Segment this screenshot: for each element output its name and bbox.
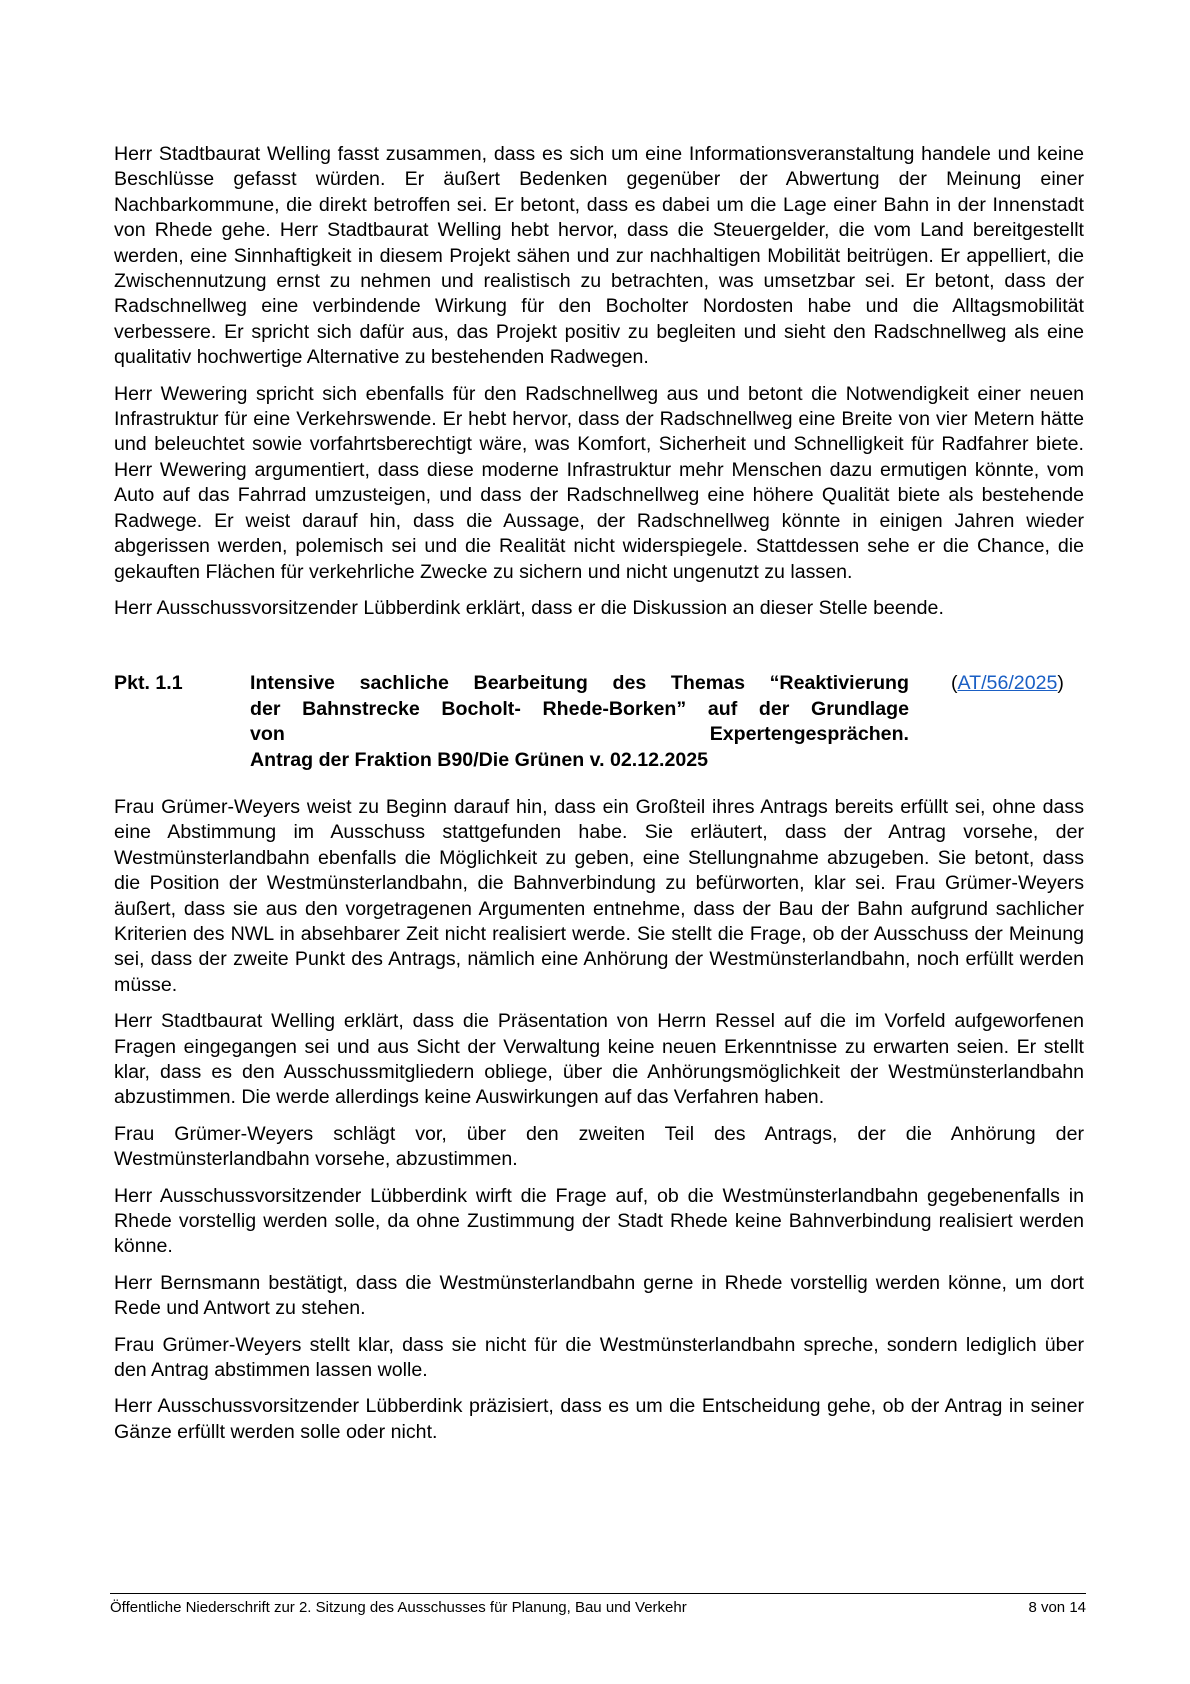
- ref-close-paren: ): [1057, 672, 1064, 695]
- paragraph-gruemer-weyers-intro: Frau Grümer-Weyers weist zu Beginn darauf hin, dass ein Großteil ihres Antrags bereits erfüllt sei, ohne dass eine Abstimmung im Ausschuss stattgefunden habe. Sie erläutert, dass der Antrag vorsehe, der Westmünsterlandbahn ebenfalls die Möglichkeit zu geben, eine Stellungnahme abzugeben. Sie betont, dass die Position der Westmünsterlandbahn, die Bahnverbindung zu befürworten, klar sei. Frau Grümer-Weyers äußert, dass sie aus den vorgetragenen Argumenten entnehme, dass der Bau der Bahn aufgrund sachlicher Kriterien des NWL in absehbarer Zeit nicht realisiert werde. Sie stellt die Frage, ob der Ausschuss der Meinung sei, dass der zweite Punkt des Antrags, nämlich eine Anhörung der Westmünsterlandbahn, noch erfüllt werden müsse.: [114, 795, 1084, 996]
- paragraph-wewering: Herr Wewering spricht sich ebenfalls für den Radschnellweg aus und betont die Notwendigkeit einer neuen Infrastruktur für eine Verkehrswende. Er hebt hervor, dass der Radschnellweg eine Breite von vier Metern hätte und beleuchtet sowie vorfahrtsberechtigt wäre, was Komfort, Sicherheit und Schnelligkeit für Radfahrer biete. Herr Wewering argumentiert, dass diese moderne Infrastruktur mehr Menschen dazu ermutigen könnte, vom Auto auf das Fahrrad umzusteigen, und dass der Radschnellweg eine höhere Qualität biete als bestehende Radwege. Er weist darauf hin, dass die Aussage, der Radschnellweg könnte in einigen Jahren wieder abgerissen werden, polemisch sei und die Realität nicht widerspiegele. Stattdessen sehe er die Chance, die gekauften Flächen für verkehrliche Zwecke zu sichern und nicht ungenutzt zu lassen.: [114, 382, 1084, 583]
- paragraph-luebberdink-end: Herr Ausschussvorsitzender Lübberdink erklärt, dass er die Diskussion an dieser Stelle beende.: [114, 596, 944, 619]
- paragraph-gruemer-weyers-clarifies: Frau Grümer-Weyers stellt klar, dass sie nicht für die Westmünsterlandbahn spreche, sondern lediglich über den Antrag abstimmen lassen wolle.: [114, 1333, 1084, 1382]
- agenda-item-reference: [951, 671, 1064, 696]
- agenda-item-number: Pkt. 1.1: [114, 672, 183, 695]
- document-body: [114, 142, 1084, 1456]
- paragraph-welling-explains: Herr Stadtbaurat Welling erklärt, dass die Präsentation von Herrn Ressel auf die im Vorfeld aufgeworfenen Fragen eingegangen sei und aus Sicht der Verwaltung keine neuen Erkenntnisse zu erwarten seien. Er stellt klar, dass es den Ausschussmitgliedern obliege, über die Anhörungsmöglichkeit der Westmünsterlandbahn abzustimmen. Die werde allerdings keine Auswirkungen auf das Verfahren haben.: [114, 1010, 1084, 1109]
- agenda-item-title: [250, 671, 909, 773]
- ref-open-paren: (: [951, 672, 958, 695]
- agenda-item-heading: [114, 671, 1084, 773]
- agenda-title-line: der Bahnstrecke Bocholt- Rhede-Borken” auf der Grundlage: [250, 697, 909, 720]
- paragraph-luebberdink-question: Herr Ausschussvorsitzender Lübberdink wirft die Frage auf, ob die Westmünsterlandbahn gegebenenfalls in Rhede vorstellig werden solle, da ohne Zustimmung der Stadt Rhede keine Bahnverbindung realisiert werden könne.: [114, 1184, 1084, 1258]
- paragraph-bernsmann: Herr Bernsmann bestätigt, dass die Westmünsterlandbahn gerne in Rhede vorstellig werden könne, um dort Rede und Antwort zu stehen.: [114, 1271, 1084, 1320]
- reference-link[interactable]: AT/56/2025: [957, 672, 1058, 695]
- page-footer: [110, 1593, 1086, 1617]
- paragraph-gruemer-weyers-proposal: Frau Grümer-Weyers schlägt vor, über den zweiten Teil des Antrags, der die Anhörung der Westmünsterlandbahn vorsehe, abzustimmen.: [114, 1122, 1084, 1171]
- footer-page-number: 8 von 14: [1028, 1599, 1086, 1616]
- agenda-title-line: von Expertengesprächen.: [250, 723, 909, 746]
- agenda-title-line: Intensive sachliche Bearbeitung des Themas “Reaktivierung: [250, 672, 909, 695]
- footer-document-title: Öffentliche Niederschrift zur 2. Sitzung des Ausschusses für Planung, Bau und Verkehr: [110, 1599, 687, 1616]
- agenda-title-line: Antrag der Fraktion B90/Die Grünen v. 02.12.2025: [250, 748, 709, 771]
- paragraph-welling-summary: Herr Stadtbaurat Welling fasst zusammen, dass es sich um eine Informationsveranstaltung handele und keine Beschlüsse gefasst würden. Er äußert Bedenken gegenüber der Abwertung der Meinung einer Nachbarkommune, die direkt betroffen sei. Er betont, dass es dabei um die Lage einer Bahn in der Innenstadt von Rhede gehe. Herr Stadtbaurat Welling hebt hervor, dass die Steuergelder, die vom Land bereitgestellt werden, eine Sinnhaftigkeit in diesem Projekt sähen und zur nachhaltigen Mobilität beitrügen. Er appelliert, die Zwischennutzung ernst zu nehmen und realistisch zu betrachten, was umsetzbar sei. Er betont, dass der Radschnellweg eine verbindende Wirkung für den Bocholter Nordosten habe und die Alltagsmobilität verbessere. Er spricht sich dafür aus, das Projekt positiv zu begleiten und sieht den Radschnellweg als eine qualitativ hochwertige Alternative zu bestehenden Radwegen.: [114, 143, 1084, 369]
- paragraph-luebberdink-precises: Herr Ausschussvorsitzender Lübberdink präzisiert, dass es um die Entscheidung gehe, ob der Antrag in seiner Gänze erfüllt werden solle oder nicht.: [114, 1395, 1084, 1443]
